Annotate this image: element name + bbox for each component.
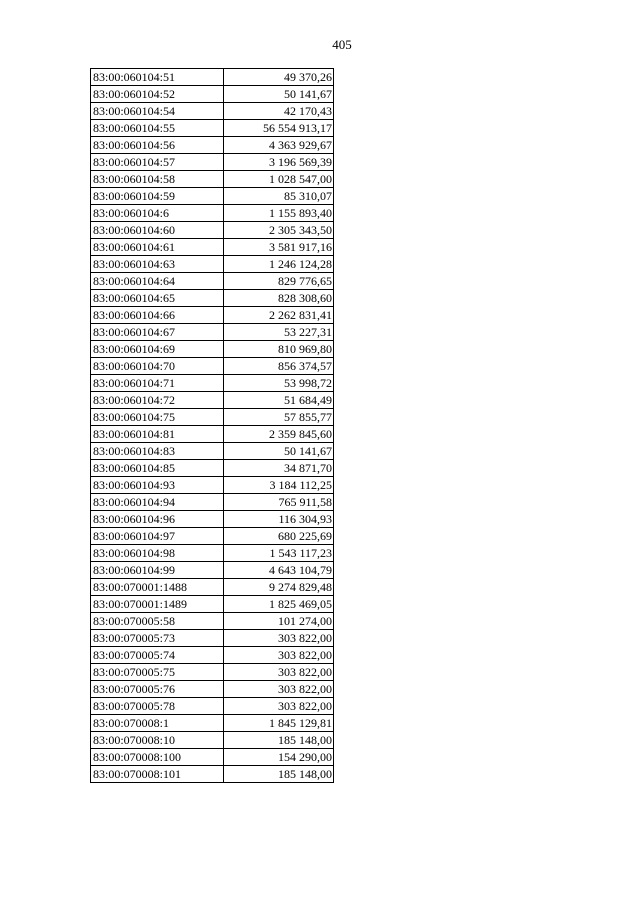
cadastral-number-cell: 83:00:060104:85: [91, 460, 224, 477]
cadastral-number-cell: 83:00:060104:66: [91, 307, 224, 324]
cadastral-value-cell: 49 370,26: [224, 69, 334, 86]
cadastral-number-cell: 83:00:060104:99: [91, 562, 224, 579]
cadastral-number-cell: 83:00:060104:57: [91, 154, 224, 171]
cadastral-number-cell: 83:00:060104:65: [91, 290, 224, 307]
table-row: [91, 630, 334, 647]
cadastral-number-cell: 83:00:060104:72: [91, 392, 224, 409]
table-row: [91, 205, 334, 222]
cadastral-number-cell: 83:00:060104:56: [91, 137, 224, 154]
cadastral-value-cell: 51 684,49: [224, 392, 334, 409]
cadastral-value-cell: 116 304,93: [224, 511, 334, 528]
cadastral-number-cell: 83:00:060104:58: [91, 171, 224, 188]
cadastral-number-cell: 83:00:060104:94: [91, 494, 224, 511]
cadastral-number-cell: 83:00:060104:98: [91, 545, 224, 562]
cadastral-value-cell: 1 155 893,40: [224, 205, 334, 222]
cadastral-number-cell: 83:00:060104:71: [91, 375, 224, 392]
table-row: [91, 511, 334, 528]
cadastral-value-cell: 1 845 129,81: [224, 715, 334, 732]
cadastral-value-cell: 56 554 913,17: [224, 120, 334, 137]
table-row: [91, 307, 334, 324]
cadastral-number-cell: 83:00:070005:78: [91, 698, 224, 715]
table-row: [91, 494, 334, 511]
cadastral-number-cell: 83:00:070005:75: [91, 664, 224, 681]
cadastral-number-cell: 83:00:070001:1489: [91, 596, 224, 613]
table-row: [91, 171, 334, 188]
table-row: [91, 681, 334, 698]
cadastral-value-cell: 34 871,70: [224, 460, 334, 477]
table-body: [91, 69, 334, 783]
cadastral-number-cell: 83:00:060104:61: [91, 239, 224, 256]
cadastral-value-cell: 4 363 929,67: [224, 137, 334, 154]
cadastral-value-cell: 765 911,58: [224, 494, 334, 511]
cadastral-value-cell: 3 581 917,16: [224, 239, 334, 256]
cadastral-number-cell: 83:00:070008:10: [91, 732, 224, 749]
table-row: [91, 460, 334, 477]
cadastral-value-cell: 1 246 124,28: [224, 256, 334, 273]
cadastral-value-cell: 4 643 104,79: [224, 562, 334, 579]
table-row: [91, 698, 334, 715]
table-row: [91, 273, 334, 290]
cadastral-number-cell: 83:00:060104:97: [91, 528, 224, 545]
cadastral-number-cell: 83:00:070001:1488: [91, 579, 224, 596]
table-row: [91, 715, 334, 732]
cadastral-number-cell: 83:00:060104:6: [91, 205, 224, 222]
page-number: 405: [332, 37, 352, 52]
cadastral-number-cell: 83:00:060104:96: [91, 511, 224, 528]
cadastral-value-cell: 2 262 831,41: [224, 307, 334, 324]
cadastral-number-cell: 83:00:060104:70: [91, 358, 224, 375]
table-row: [91, 188, 334, 205]
cadastral-value-cell: 2 359 845,60: [224, 426, 334, 443]
cadastral-number-cell: 83:00:060104:51: [91, 69, 224, 86]
table-row: [91, 69, 334, 86]
table-row: [91, 443, 334, 460]
table-row: [91, 528, 334, 545]
cadastral-value-cell: 85 310,07: [224, 188, 334, 205]
table-row: [91, 290, 334, 307]
table-row: [91, 86, 334, 103]
table-row: [91, 477, 334, 494]
cadastral-value-cell: 101 274,00: [224, 613, 334, 630]
table-row: [91, 103, 334, 120]
cadastral-number-cell: 83:00:070005:74: [91, 647, 224, 664]
cadastral-value-cell: 828 308,60: [224, 290, 334, 307]
table-row: [91, 647, 334, 664]
cadastral-number-cell: 83:00:060104:59: [91, 188, 224, 205]
cadastral-number-cell: 83:00:070008:100: [91, 749, 224, 766]
table-row: [91, 613, 334, 630]
table-row: [91, 749, 334, 766]
cadastral-value-cell: 303 822,00: [224, 698, 334, 715]
cadastral-number-cell: 83:00:060104:81: [91, 426, 224, 443]
cadastral-number-cell: 83:00:060104:75: [91, 409, 224, 426]
cadastral-value-cell: 9 274 829,48: [224, 579, 334, 596]
cadastral-value-cell: 680 225,69: [224, 528, 334, 545]
cadastral-value-cell: 303 822,00: [224, 664, 334, 681]
table-row: [91, 239, 334, 256]
cadastral-number-cell: 83:00:060104:52: [91, 86, 224, 103]
cadastral-number-cell: 83:00:060104:83: [91, 443, 224, 460]
cadastral-value-cell: 185 148,00: [224, 766, 334, 783]
table-row: [91, 426, 334, 443]
cadastral-number-cell: 83:00:060104:67: [91, 324, 224, 341]
cadastral-number-cell: 83:00:060104:60: [91, 222, 224, 239]
table-row: [91, 222, 334, 239]
table-row: [91, 256, 334, 273]
cadastral-value-cell: 810 969,80: [224, 341, 334, 358]
cadastral-value-cell: 53 998,72: [224, 375, 334, 392]
table-row: [91, 596, 334, 613]
table-row: [91, 392, 334, 409]
cadastral-value-cell: 303 822,00: [224, 630, 334, 647]
cadastral-number-cell: 83:00:060104:64: [91, 273, 224, 290]
cadastral-value-cell: 3 184 112,25: [224, 477, 334, 494]
table-row: [91, 137, 334, 154]
table-row: [91, 409, 334, 426]
table-row: [91, 579, 334, 596]
table-row: [91, 120, 334, 137]
cadastral-value-cell: 303 822,00: [224, 647, 334, 664]
cadastral-value-cell: 2 305 343,50: [224, 222, 334, 239]
cadastral-number-cell: 83:00:070008:101: [91, 766, 224, 783]
table-row: [91, 358, 334, 375]
cadastral-value-cell: 154 290,00: [224, 749, 334, 766]
table-row: [91, 766, 334, 783]
table-row: [91, 732, 334, 749]
table-row: [91, 324, 334, 341]
cadastral-number-cell: 83:00:070005:76: [91, 681, 224, 698]
cadastral-value-cell: 53 227,31: [224, 324, 334, 341]
table-row: [91, 154, 334, 171]
cadastral-number-cell: 83:00:060104:63: [91, 256, 224, 273]
cadastral-value-cell: 1 543 117,23: [224, 545, 334, 562]
table-row: [91, 545, 334, 562]
cadastral-value-cell: 50 141,67: [224, 443, 334, 460]
table-row: [91, 562, 334, 579]
cadastral-value-cell: 57 855,77: [224, 409, 334, 426]
cadastral-number-cell: 83:00:070005:73: [91, 630, 224, 647]
cadastral-value-cell: 1 028 547,00: [224, 171, 334, 188]
cadastral-number-cell: 83:00:070008:1: [91, 715, 224, 732]
cadastral-number-cell: 83:00:070005:58: [91, 613, 224, 630]
cadastral-number-cell: 83:00:060104:54: [91, 103, 224, 120]
cadastral-number-cell: 83:00:060104:55: [91, 120, 224, 137]
table-row: [91, 341, 334, 358]
cadastral-value-cell: 1 825 469,05: [224, 596, 334, 613]
cadastral-value-cell: 3 196 569,39: [224, 154, 334, 171]
cadastral-value-cell: 856 374,57: [224, 358, 334, 375]
cadastral-value-cell: 185 148,00: [224, 732, 334, 749]
cadastral-number-cell: 83:00:060104:93: [91, 477, 224, 494]
cadastral-value-cell: 303 822,00: [224, 681, 334, 698]
table-row: [91, 664, 334, 681]
table-row: [91, 375, 334, 392]
cadastral-value-table: [90, 68, 334, 783]
cadastral-value-cell: 42 170,43: [224, 103, 334, 120]
cadastral-value-cell: 50 141,67: [224, 86, 334, 103]
cadastral-number-cell: 83:00:060104:69: [91, 341, 224, 358]
cadastral-value-cell: 829 776,65: [224, 273, 334, 290]
